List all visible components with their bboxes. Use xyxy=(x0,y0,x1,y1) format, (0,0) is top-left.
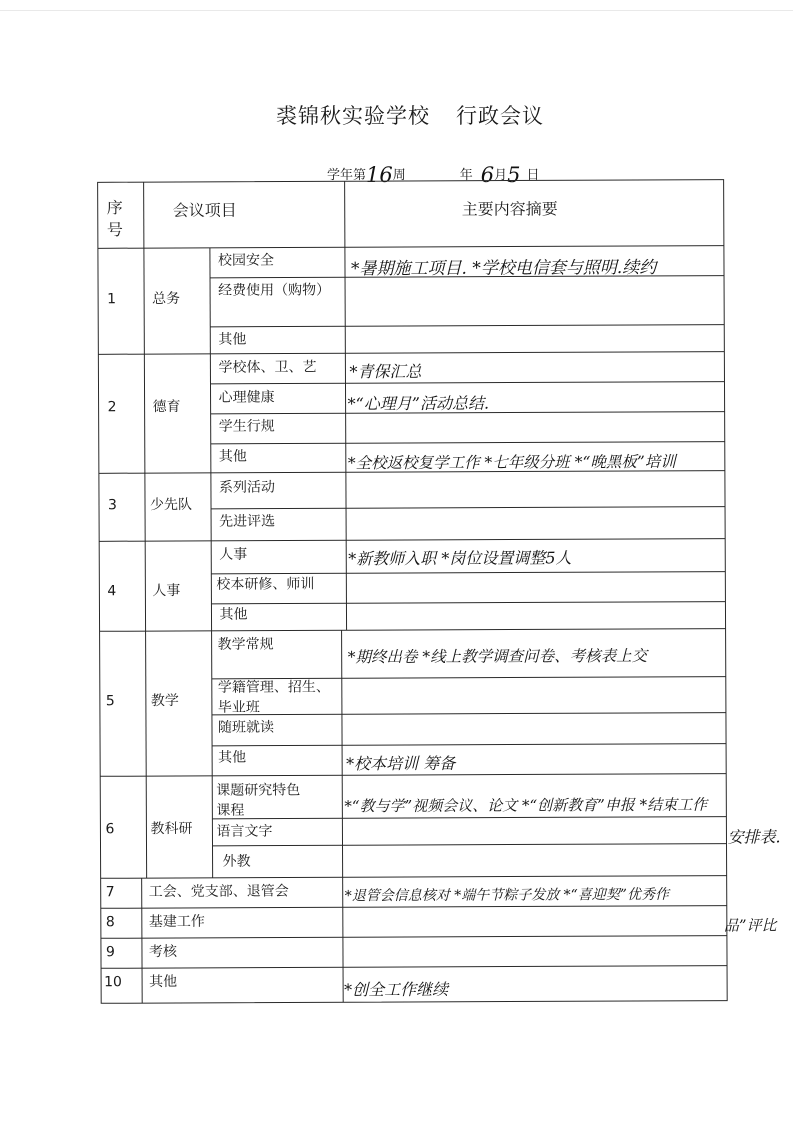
row-number: 7 xyxy=(105,884,115,901)
title-school: 裘锦秋实验学校 xyxy=(276,104,430,128)
handwritten-note-pe: *青保汇总 xyxy=(349,361,422,382)
row-category: 教科研 xyxy=(150,820,193,838)
handwritten-note-union: *退管会信息核对 *端午节粽子发放 *“喜迎契”优秀作 xyxy=(344,886,669,905)
row-item: 外教 xyxy=(222,853,251,870)
handwritten-note-teaching-other: *校本培训 筹备 xyxy=(346,753,456,774)
handwritten-note-research: *“教与学”视频会议、论文 *“创新教育”申报 *结束工作 xyxy=(344,795,708,816)
row-number: 4 xyxy=(107,583,117,600)
row-item: 学籍管理、招生、毕业班 xyxy=(217,679,330,716)
header-item: 会议项目 xyxy=(172,200,237,220)
row-item: 教学常规 xyxy=(217,636,274,653)
row-item: 心理健康 xyxy=(218,389,275,406)
row-number: 3 xyxy=(107,497,117,514)
week-suffix: 周 xyxy=(392,168,406,183)
row-item: 其他 xyxy=(219,606,248,623)
row-item: 其他 xyxy=(218,448,247,465)
day-value: 5 xyxy=(507,163,521,187)
day-label: 日 xyxy=(526,168,540,183)
row-number: 6 xyxy=(105,821,115,838)
row-item: 人事 xyxy=(219,546,248,563)
row-item: 校本研修、师训 xyxy=(216,576,315,593)
row-number: 10 xyxy=(104,974,122,991)
handwritten-note-other: *创全工作继续 xyxy=(344,979,449,1000)
week-number: 16 xyxy=(366,163,393,187)
year-label: 年 xyxy=(459,168,473,183)
row-category: 教学 xyxy=(150,692,179,710)
row-item: 经费使用（购物） xyxy=(218,282,331,299)
header-summary: 主要内容摘要 xyxy=(461,199,558,219)
title-meeting: 行政会议 xyxy=(456,104,544,128)
row-category: 总务 xyxy=(152,290,181,308)
row-item: 学生行规 xyxy=(218,418,275,435)
row-item: 语言文字 xyxy=(216,823,273,840)
row-item: 系列活动 xyxy=(218,479,275,496)
table-border xyxy=(98,180,728,1004)
row-category: 工会、党支部、退管会 xyxy=(148,883,289,901)
row-number: 8 xyxy=(105,914,115,931)
row-item: 先进评选 xyxy=(219,513,276,530)
row-category: 德育 xyxy=(152,398,181,416)
row-item: 随班就读 xyxy=(217,719,275,736)
handwritten-note-moral-other: *全校返校复学工作 *七年级分班 *“晚黑板”培训 xyxy=(347,452,676,473)
handwritten-note-teaching: *期终出卷 *线上教学调查问卷、考核表上交 xyxy=(347,646,648,667)
row-number: 5 xyxy=(105,693,115,710)
row-number: 2 xyxy=(107,399,117,416)
header-no: 序号 xyxy=(106,198,123,240)
handwritten-note-research-cont: 安排表. xyxy=(727,827,781,847)
row-item: 其他 xyxy=(218,331,247,348)
row-number: 1 xyxy=(107,291,117,308)
row-item: 校园安全 xyxy=(217,252,274,269)
row-category: 少先队 xyxy=(149,496,193,514)
row-category: 人事 xyxy=(152,582,181,600)
handwritten-note-safety: *暑期施工项目. *学校电信套与照明.续约 xyxy=(350,257,657,280)
row-number: 9 xyxy=(105,944,115,961)
row-category: 基建工作 xyxy=(148,913,205,931)
month-value: 6 xyxy=(480,163,495,187)
row-category: 考核 xyxy=(148,943,178,961)
row-item: 其他 xyxy=(218,749,247,766)
handwritten-note-union-cont: 品”评比 xyxy=(723,916,777,935)
row-category: 其他 xyxy=(149,973,178,991)
handwritten-note-personnel: *新教师入职 *岗位设置调整5人 xyxy=(348,548,572,569)
row-item: 课题研究特色课程 xyxy=(216,782,301,819)
month-label: 月 xyxy=(494,168,508,183)
handwritten-note-psych: *“心理月”活动总结. xyxy=(347,393,490,414)
week-prefix: 学年第 xyxy=(327,168,367,183)
row-item: 学校体、卫、艺 xyxy=(218,359,317,376)
